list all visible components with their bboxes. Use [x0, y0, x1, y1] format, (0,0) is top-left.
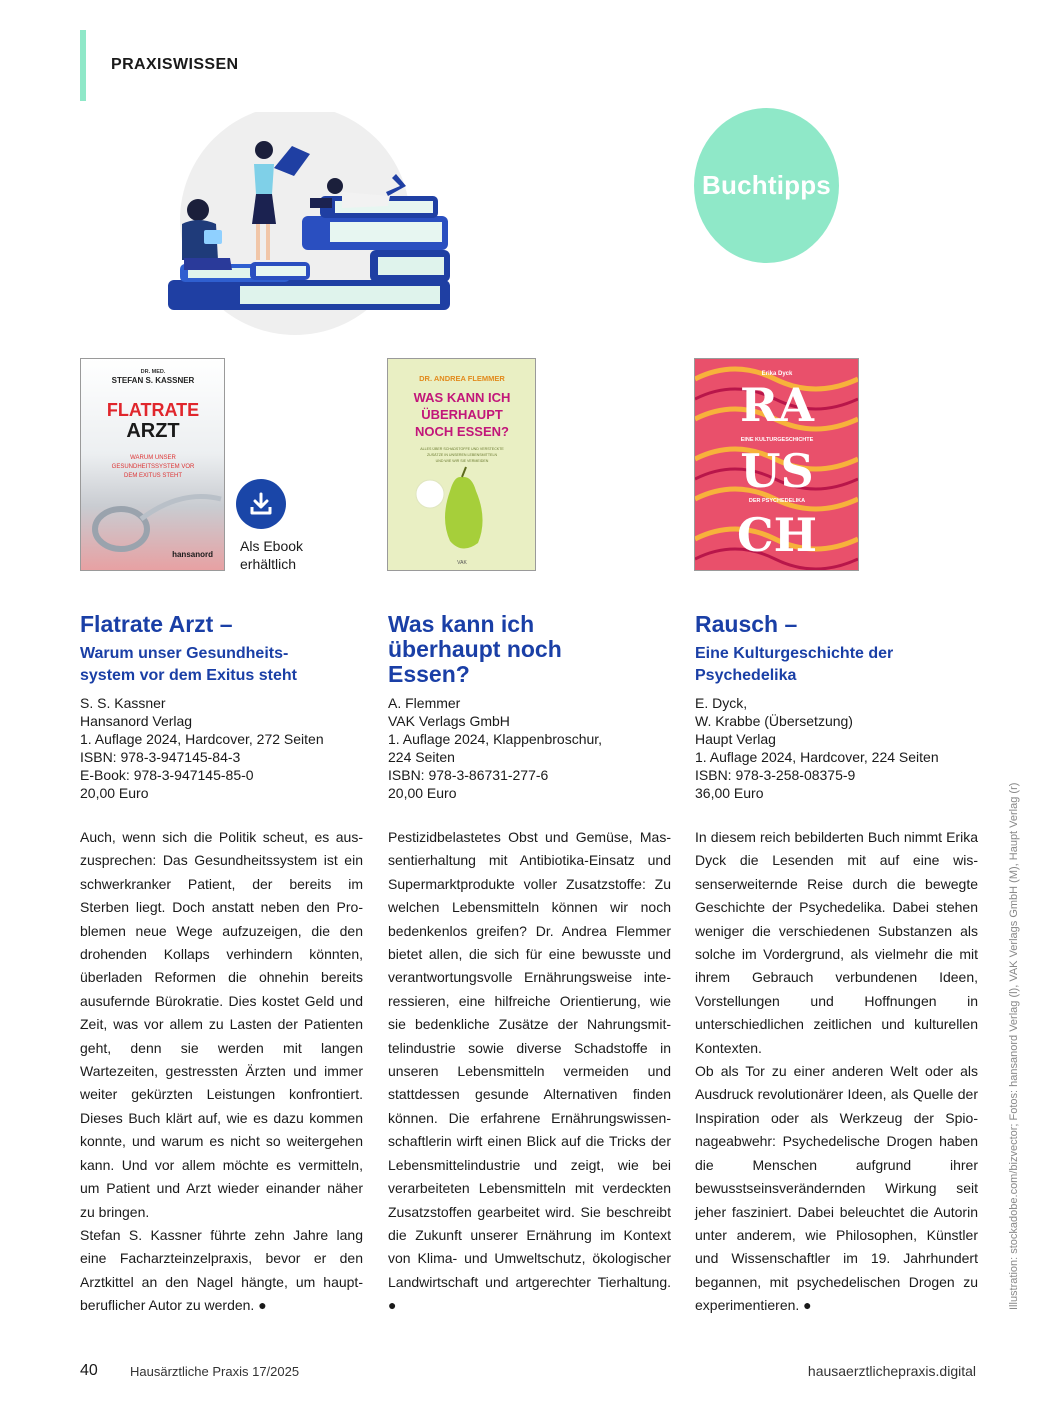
cover3-author: Erika Dyck	[761, 371, 793, 377]
book2-title-line-2: überhaupt noch	[388, 636, 562, 662]
book3-body-paragraph-1: In diesem reich bebilderten Buch nimmt Erika Dyck die Lesenden mit auf eine wissenserweiternde Reise durch die bewegte Geschichte der Psychedelika. Dabei stehen weniger die verschiedenen Substanzen als solche im Vordergrund, als vielmehr die mit ihrem Gebrauch verbundenen Ideen, Vorstellungen und Hoffnungen in unterschiedlichen zeitlichen und kulturellen Kontexten.	[695, 829, 978, 1056]
cover2-sub-3: UND WIE WIR SIE VERMEIDEN	[435, 459, 489, 463]
book3-edition: 1. Auflage 2024, Hardcover, 224 Seiten	[695, 749, 939, 765]
page-number: 40	[80, 1362, 98, 1379]
book3-title: Rausch –	[695, 611, 798, 637]
book3-price: 36,00 Euro	[695, 785, 764, 801]
cover3-sub-1: EINE KULTURGESCHICHTE	[740, 437, 814, 443]
end-bullet: ●	[803, 1297, 812, 1314]
section-accent-bar	[80, 30, 86, 101]
cover2-title-3: NOCH ESSEN?	[415, 424, 509, 439]
section-label: PRAXISWISSEN	[111, 56, 239, 73]
book2-isbn: ISBN: 978-3-86731-277-6	[388, 767, 549, 783]
image-credit: Illustration: stockadobe.com/bizvector; Fotos: hansanord Verlag (l), VAK Verlags GmbH (M), Haupt Verlag (r)	[1008, 782, 1020, 1310]
book-cover-rausch	[694, 358, 859, 571]
book2-pages: 224 Seiten	[388, 749, 455, 765]
book3-isbn: ISBN: 978-3-258-08375-9	[695, 767, 856, 783]
book2-description	[388, 826, 671, 1318]
book2-author: A. Flemmer	[388, 695, 461, 711]
book1-meta	[80, 694, 363, 802]
cover1-tag-1: WARUM UNSER	[130, 455, 176, 461]
end-bullet: ●	[258, 1297, 267, 1314]
book1-description	[80, 826, 363, 1318]
book2-price: 20,00 Euro	[388, 785, 457, 801]
cover2-publisher: VAK	[457, 560, 467, 566]
cover1-author-prefix: DR. MED.	[140, 369, 166, 375]
book1-isbn: ISBN: 978-3-947145-84-3	[80, 749, 241, 765]
book3-subtitle-line-2: Psychedelika	[695, 667, 797, 684]
cover3-sub-2: DER PSYCHEDELIKA	[748, 498, 806, 504]
book-cover-flatrate-arzt	[80, 358, 225, 571]
book2-title-line-3: Essen?	[388, 661, 470, 687]
book3-subtitle-line-1: Eine Kulturgeschichte der	[695, 645, 894, 662]
book1-title: Flatrate Arzt –	[80, 611, 233, 637]
cover3-title-2: US	[740, 444, 814, 498]
buchtipps-badge	[694, 108, 839, 263]
website-link[interactable]: hausaerztlichepraxis.digital	[807, 1363, 976, 1379]
cover2-title-1: WAS KANN ICH	[413, 390, 511, 405]
magazine-issue: Hausärztliche Praxis 17/2025	[130, 1364, 300, 1379]
book2-body-paragraph-1: Pestizidbelastetes Obst und Gemüse, Massentierhaltung mit Antibiotika-Einsatz und Supermarktprodukte voller Zusatzstoffe: Zu welchen Lebensmitteln können wir noch bedenkenlos greifen? Dr. Andrea Flemmer bietet allen, die sich für eine bewusste und verantwortungsvolle Ernährungsweise interessieren, eine hilfreiche Orientierung, wie sie bedenkliche Zusätze der Nahrungsmittelindustrie sowie diverse Schadstoffe in unseren Lebensmitteln vermeiden und stattdessen gesunde Alternativen finden können. Die erfahrene Ernährungswissenschaftlerin wirft einen Blick auf die Tricks der Lebensmittelindustrie und zeigt, wie bei verarbeiteten Lebensmitteln mit verdeckten Zusatzstoffen gearbeitet wird. Sie beschreibt die Zukunft unserer Ernährung im Kontext von Klima- und Umweltschutz, ökologischer Landwirtschaft und artgerechter Tierhaltung.	[388, 829, 671, 1290]
book2-edition: 1. Auflage 2024, Klappenbroschur,	[388, 731, 603, 747]
cover3-title-1: RA	[740, 378, 814, 432]
book3-meta	[695, 694, 978, 802]
cover1-title-1: FLATRATE	[106, 400, 200, 420]
book1-subtitle	[80, 643, 363, 687]
book3-publisher: Haupt Verlag	[695, 731, 776, 747]
book1-publisher: Hansanord Verlag	[80, 713, 193, 729]
download-icon	[248, 491, 274, 517]
cover2-title-2: ÜBERHAUPT	[421, 407, 503, 422]
cover1-tag-3: DEM EXITUS STEHT	[123, 473, 183, 479]
book3-subtitle	[695, 643, 978, 687]
cover2-sub-2: ZUSÄTZE IN UNSEREN LEBENSMITTELN	[426, 453, 498, 457]
book1-subtitle-line-1: Warum unser Gesundheits-	[80, 645, 289, 662]
book1-subtitle-line-2: system vor dem Exitus steht	[80, 667, 297, 684]
book1-author: S. S. Kassner	[80, 695, 166, 711]
book1-edition: 1. Auflage 2024, Hardcover, 272 Seiten	[80, 731, 324, 747]
ebook-label-line-2: erhältlich	[240, 556, 297, 572]
badge-label: Buchtipps	[702, 170, 831, 200]
end-bullet: ●	[388, 1297, 397, 1314]
ebook-label-line-1: Als Ebook	[240, 538, 304, 554]
book-cover-was-kann-ich-essen	[387, 358, 536, 571]
book1-ebook-isbn: E-Book: 978-3-947145-85-0	[80, 767, 254, 783]
cover1-author: STEFAN S. KASSNER	[111, 376, 195, 385]
book1-body-paragraph-2: Stefan S. Kassner führte zehn Jahre lang eine Facharzteinzelpraxis, bevor er den Arztkittel an den Nagel hängte, um hauptberuflicher Autor zu werden.	[80, 1226, 363, 1314]
cover1-publisher: hansanord	[172, 550, 213, 559]
book2-meta	[388, 694, 671, 802]
ebook-availability-label	[240, 537, 303, 573]
book3-translator: W. Krabbe (Übersetzung)	[695, 713, 853, 729]
book2-title-line-1: Was kann ich	[388, 611, 535, 637]
cover2-sub-1: ALLES ÜBER SCHADSTOFFE UND VERSTECKTE	[420, 447, 504, 451]
book3-description	[695, 826, 978, 1318]
cover1-title-2: ARZT	[126, 420, 180, 442]
book1-body-paragraph-1: Auch, wenn sich die Politik scheut, es auszusprechen: Das Gesundheitssystem ist ein schwerkranker Patient, der bereits im Sterben liegt. Doch anstatt neben den Problemen neue Wege aufzuzeigen, die den drohenden Kollaps verhindern könnten, überladen Reformen die ohnehin bereits ausufernde Bürokratie. Dies kostet Geld und Zeit, was vor allem zu Lasten der Patienten geht, denn sie werden mit langen Wartezeiten, gestressten Ärzten und immer weiter gekürzten Leistungen konfrontiert. Dieses Buch klärt auf, wie es dazu kommen konnte, und warum es nicht so weitergehen kann. Und vor allem möchte es vermitteln, um Patient und Arzt wieder einander näher zu bringen.	[80, 829, 363, 1220]
book3-body-paragraph-2: Ob als Tor zu einer anderen Welt oder als Ausdruck revolutionärer Ideen, als Quelle der Inspiration oder als Werkzeug der Spionageabwehr: Psychedelische Drogen haben die Menschen aufgrund ihrer bewusstseinsverändernden Wirkung seit jeher fasziniert. Dabei beleuchtet die Autorin unter anderem, wie Philosophen, Künstler und Wissenschaftler im 19. Jahrhundert begannen, mit psychedelischen Drogen zu experimentieren.	[695, 1063, 978, 1314]
book2-title	[388, 612, 671, 687]
book3-author: E. Dyck,	[695, 695, 748, 711]
cover3-title-3: CH	[736, 508, 818, 562]
cover1-tag-2: GESUNDHEITSSYSTEM VOR	[111, 464, 195, 470]
cover2-author: DR. ANDREA FLEMMER	[419, 374, 505, 383]
reading-illustration	[160, 112, 460, 338]
ebook-download-button[interactable]	[236, 479, 286, 529]
book2-publisher: VAK Verlags GmbH	[388, 713, 510, 729]
book1-price: 20,00 Euro	[80, 785, 149, 801]
